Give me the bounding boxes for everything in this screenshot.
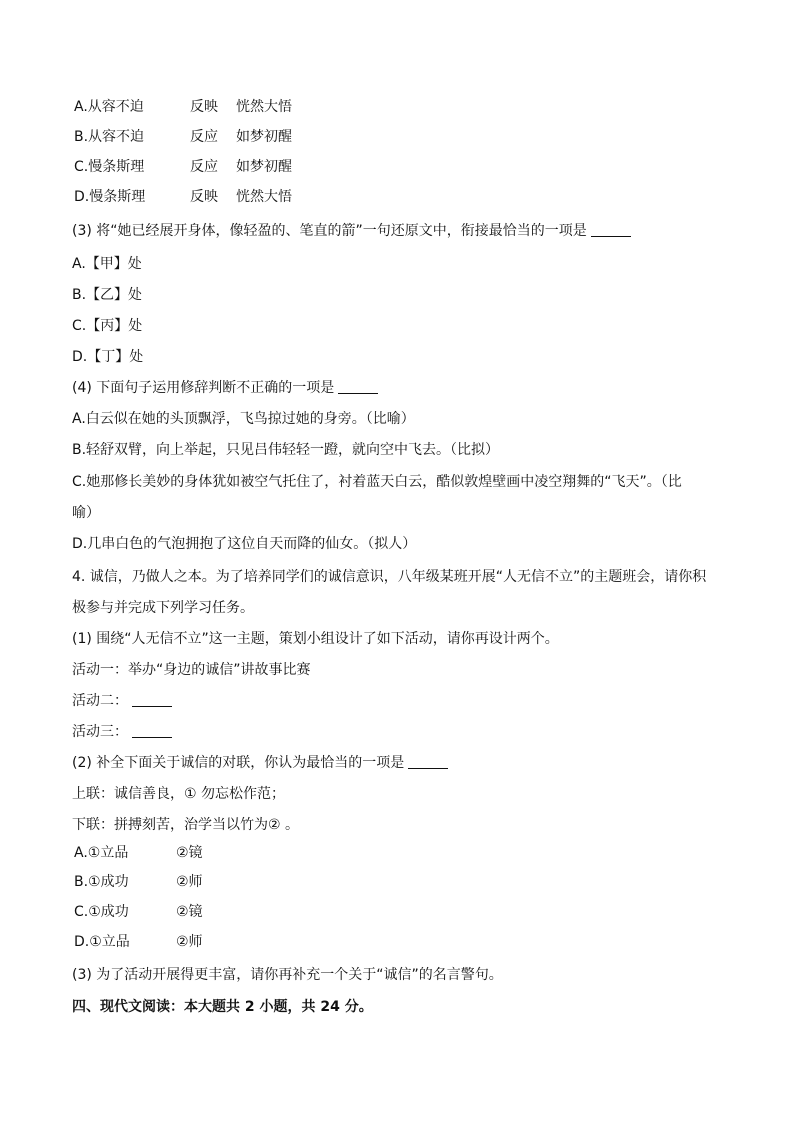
option-label: B.从容不迫 [74, 129, 145, 145]
activity-label: 活动三： [72, 724, 128, 740]
option-word: ②镜 [176, 904, 203, 920]
answer-blank[interactable] [408, 754, 448, 769]
option-a: A.【甲】处 [72, 256, 142, 272]
option-word: ②师 [176, 934, 203, 950]
option-word: 反应 [190, 159, 218, 175]
question-4-2 [72, 753, 448, 773]
question-3-4 [72, 378, 378, 398]
option-idiom: 恍然大悟 [236, 189, 292, 205]
couplet-upper: 上联：诚信善良，① 勿忘松作范； [72, 786, 286, 802]
question-text: (3) 将“她已经展开身体，像轻盈的、笔直的箭”一句还原文中，衔接最恰当的一项是 [72, 223, 587, 239]
option-label: C.①成功 [74, 904, 129, 920]
question-3-3 [72, 221, 631, 241]
option-label: D.慢条斯理 [74, 189, 146, 205]
answer-blank[interactable] [338, 379, 378, 394]
couplet-lower: 下联：拼搏刻苦，治学当以竹为② 。 [72, 817, 300, 833]
option-word: ②镜 [176, 845, 203, 861]
option-word: ②师 [176, 874, 203, 890]
option-label: C.慢条斯理 [74, 159, 145, 175]
activity-3 [72, 722, 172, 742]
option-d: D.【丁】处 [72, 349, 144, 365]
option-c-continued: 喻） [72, 505, 100, 521]
answer-blank[interactable] [591, 222, 631, 237]
option-label: D.①立品 [74, 934, 130, 950]
question-4-intro: 4. 诚信，乃做人之本。为了培养同学们的诚信意识，八年级某班开展“人无信不立”的主题班会，请你积 [72, 569, 707, 585]
activity-1: 活动一：举办“身边的诚信”讲故事比赛 [72, 662, 311, 678]
option-label: B.①成功 [74, 874, 129, 890]
question-4-intro-continued: 极参与并完成下列学习任务。 [72, 600, 254, 616]
section-heading: 四、现代文阅读：本大题共 2 小题，共 24 分。 [72, 999, 373, 1015]
question-text: (2) 补全下面关于诚信的对联，你认为最恰当的一项是 [72, 755, 405, 771]
question-4-3: (3) 为了活动开展得更丰富，请你再补充一个关于“诚信”的名言警句。 [72, 967, 503, 983]
option-idiom: 如梦初醒 [236, 159, 292, 175]
option-label: A.从容不迫 [74, 99, 144, 115]
option-idiom: 恍然大悟 [236, 99, 292, 115]
answer-blank[interactable] [132, 692, 172, 707]
question-text: (4) 下面句子运用修辞判断不正确的一项是 [72, 380, 335, 396]
option-a: A.白云似在她的头顶飘浮，飞鸟掠过她的身旁。（比喻） [72, 411, 415, 427]
option-idiom: 如梦初醒 [236, 129, 292, 145]
activity-2 [72, 691, 172, 711]
option-label: A.①立品 [74, 845, 129, 861]
option-b: B.【乙】处 [72, 287, 143, 303]
option-word: 反映 [190, 99, 218, 115]
option-word: 反映 [190, 189, 218, 205]
option-d: D.几串白色的气泡拥抱了这位自天而降的仙女。（拟人） [72, 536, 417, 552]
question-4-1: (1) 围绕“人无信不立”这一主题，策划小组设计了如下活动，请你再设计两个。 [72, 631, 559, 647]
option-c: C.【丙】处 [72, 318, 143, 334]
answer-blank[interactable] [132, 723, 172, 738]
option-word: 反应 [190, 129, 218, 145]
activity-label: 活动二： [72, 693, 128, 709]
option-b: B.轻舒双臂，向上举起，只见吕伟轻轻一蹬，就向空中飞去。（比拟） [72, 442, 500, 458]
option-c: C.她那修长美妙的身体犹如被空气托住了，衬着蓝天白云，酷似敦煌壁画中凌空翔舞的“飞天”。（比 [72, 474, 682, 490]
